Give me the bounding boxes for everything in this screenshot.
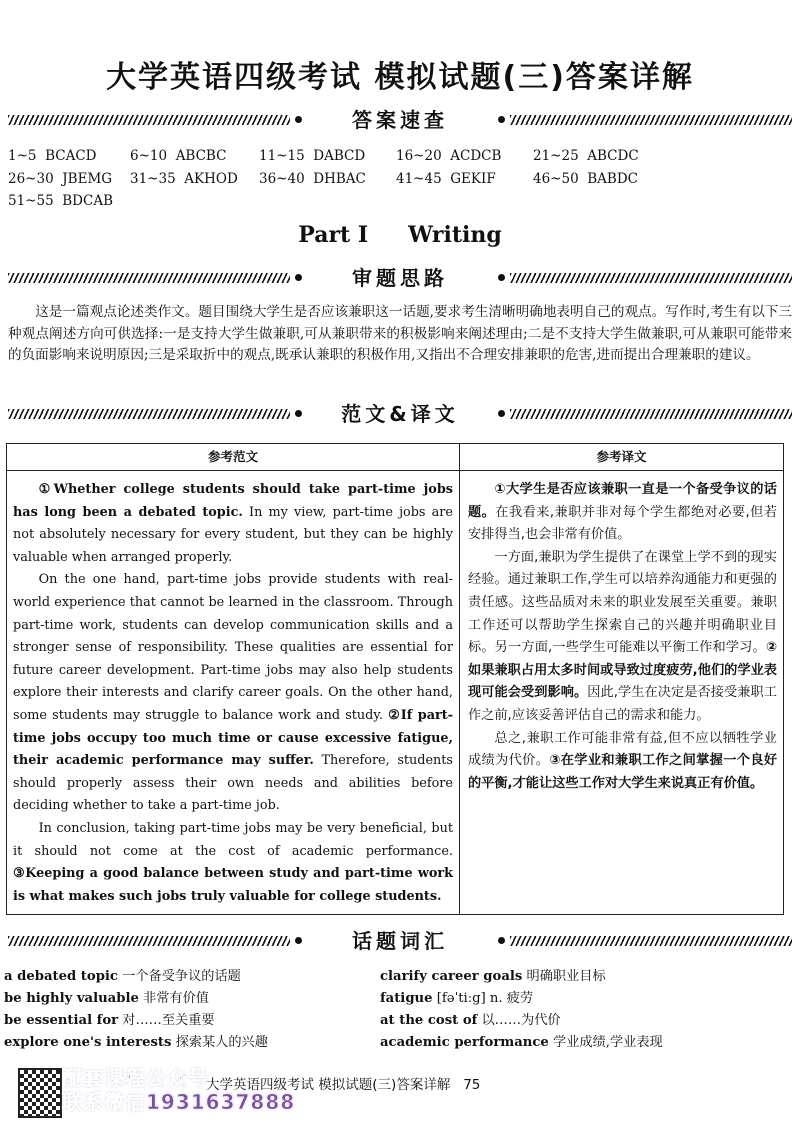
section-header-vocab — [8, 928, 792, 954]
vocab-item: fatigue [fəˈtiːg] n. 疲劳 — [380, 991, 534, 1006]
answer-item: 6~10 ABCBC — [130, 148, 227, 164]
page-footer: 大学英语四级考试 模拟试题(三)答案详解 75 — [206, 1077, 481, 1093]
vocab-item: at the cost of 以……为代价 — [380, 1013, 561, 1028]
translation: ①大学生是否应该兼职一直是一个备受争议的话题。在我看来,兼职并非对每个学生都绝对必要,但若安排得当,也会非常有价值。 一方面,兼职为学生提供了在课堂上学不到的现实经验。通过兼职工作,学生可以培养沟通能力和更强的责任感。这些品质对未来的职业发展至关重要。兼职工作还可以帮助学生探索自己的兴趣并明确职业目标。另一方面,一些学生可能难以平衡工作和学习。②如果兼职占用太多时间或导致过度疲劳,他们的学业表现可能会受到影响。因此,学生在决定是否接受兼职工作之前,应该妥善评估自己的需求和能力。 总之,兼职工作可能非常有益,但不应以牺牲学业成绩为代价。③在学业和兼职工作之间掌握一个良好的平衡,才能让这些工作对大学生来说真正有价值。 — [460, 471, 784, 915]
section-label: 答案速查 — [352, 108, 448, 132]
part-heading: Part Ⅰ Writing — [298, 222, 502, 248]
section-label: 审题思路 — [352, 266, 448, 290]
page-number: 75 — [463, 1077, 481, 1093]
vocab-item: explore one's interests 探索某人的兴趣 — [4, 1035, 268, 1050]
answer-item: 16~20 ACDCB — [396, 148, 502, 164]
column-header-essay: 参考范文 — [7, 444, 460, 471]
answer-item: 36~40 DHBAC — [259, 171, 366, 187]
section-label: 话题词汇 — [352, 929, 448, 953]
vocab-item: be highly valuable 非常有价值 — [4, 991, 209, 1006]
section-label: 范文&译文 — [341, 402, 459, 426]
thinking-paragraph: 这是一篇观点论述类作文。题目围绕大学生是否应该兼职这一话题,要求考生清晰明确地表明自己的观点。写作时,考生有以下三种观点阐述方向可供选择:一是支持大学生做兼职,可从兼职带来的积极影响来阐述理由;二是不支持大学生做兼职,可从兼职可能带来的负面影响来说明原因;三是采取折中的观点,既承认兼职的积极作用,又指出不合理安排兼职的危害,进而提出合理兼职的建议。 — [8, 304, 792, 363]
answer-item: 41~45 GEKIF — [396, 171, 496, 187]
column-header-translation: 参考译文 — [460, 444, 784, 471]
answer-item: 31~35 AKHOD — [130, 171, 238, 187]
answer-item: 11~15 DABCD — [259, 148, 366, 164]
answer-item: 46~50 BABDC — [533, 171, 639, 187]
section-header-thinking — [8, 265, 792, 291]
model-essay: ①Whether college students should take part-time jobs has long been a debated topic. In my view, part-time jobs are not absolutely necessary for every student, but they can be highly valuable when arranged properly. On the one hand, part-time jobs provide students with real-world experience that cannot be learned in the classroom. Through part-time work, students can develop communication skills and a stronger sense of responsibility. These qualities are essential for future career development. Part-time jobs may also help students explore their interests and clarify career goals. On the other hand, some students may struggle to balance work and study. ②If part-time jobs occupy too much time or cause excessive fatigue, their academic performance may suffer. Therefore, students should properly assess their own needs and abilities before deciding whether to take a part-time job. In conclusion, taking part-time jobs may be very beneficial, but it should not come at the cost of academic performance. ③Keeping a good balance between study and part-time work is what makes such jobs truly valuable for college students. — [7, 471, 460, 915]
vocab-item: clarify career goals 明确职业目标 — [380, 969, 606, 984]
vocab-item: academic performance 学业成绩,学业表现 — [380, 1035, 663, 1050]
section-header-model — [8, 401, 792, 427]
vocab-item: be essential for 对……至关重要 — [4, 1013, 215, 1028]
answer-item: 51~55 BDCAB — [8, 193, 114, 209]
answer-item: 1~5 BCACD — [8, 148, 97, 164]
answer-item: 26~30 JBEMG — [8, 171, 113, 187]
essay-table — [6, 443, 784, 915]
vocab-item: a debated topic 一个备受争议的话题 — [4, 969, 241, 984]
answer-item: 21~25 ABCDC — [533, 148, 639, 164]
watermark: 配套课程公众号 联系微信1931637888 — [62, 1066, 296, 1114]
qr-code-icon — [18, 1068, 62, 1118]
page-title: 大学英语四级考试 模拟试题(三)答案详解 — [106, 60, 694, 95]
section-header-answers — [8, 107, 792, 133]
